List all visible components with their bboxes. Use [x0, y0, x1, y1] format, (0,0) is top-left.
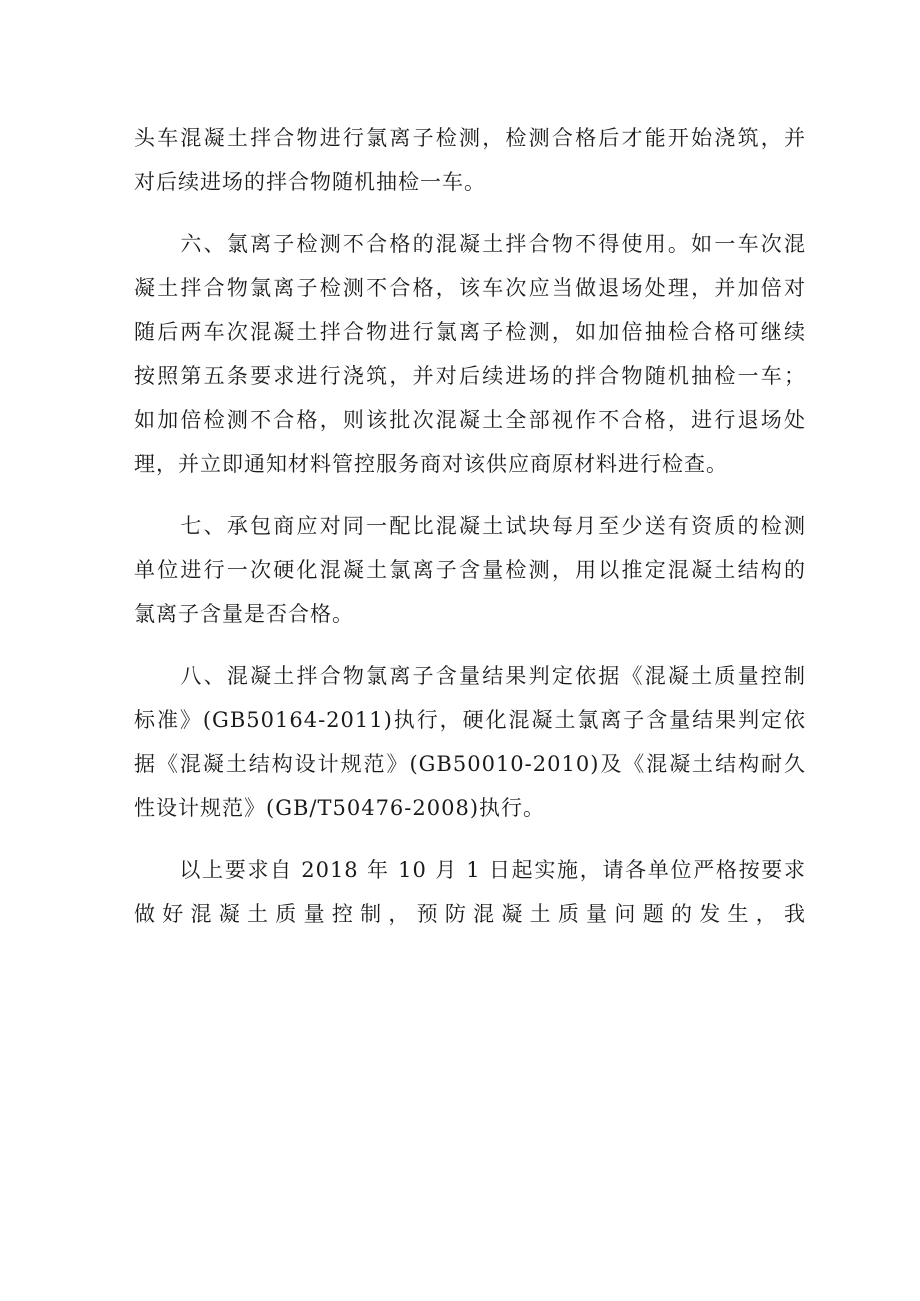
- text-line: 理，并立即通知材料管控服务商对该供应商原材料进行检查。: [134, 452, 728, 476]
- text-line: 性设计规范》(GB/T50476-2008)执行。: [134, 796, 546, 820]
- text-line: 按照第五条要求进行浇筑，并对后续进场的拌合物随机抽检一车；: [134, 364, 806, 388]
- text-line: 六、氯离子检测不合格的混凝土拌合物不得使用。如一车次混: [134, 232, 806, 256]
- text-line: 标准》(GB50164-2011)执行，硬化混凝土氯离子含量结果判定依: [134, 708, 806, 732]
- paragraph-item-7: [134, 504, 806, 636]
- text-line: 对后续进场的拌合物随机抽检一车。: [134, 170, 486, 194]
- text-line: 随后两车次混凝土拌合物进行氯离子检测，如加倍抽检合格可继续: [134, 320, 806, 344]
- text-line: 八、混凝土拌合物氯离子含量结果判定依据《混凝土质量控制: [134, 664, 806, 688]
- text-line: 氯离子含量是否合格。: [134, 602, 354, 626]
- paragraph-item-8: [134, 654, 806, 830]
- text-line: 做好混凝土质量控制，预防混凝土质量问题的发生，我: [134, 902, 806, 926]
- text-line: 头车混凝土拌合物进行氯离子检测，检测合格后才能开始浇筑，并: [134, 126, 806, 150]
- text-line: 以上要求自 2018 年 10 月 1 日起实施，请各单位严格按要求: [134, 858, 806, 882]
- text-line: 凝土拌合物氯离子检测不合格，该车次应当做退场处理，并加倍对: [134, 276, 806, 300]
- text-line: 据《混凝土结构设计规范》(GB50010-2010)及《混凝土结构耐久: [134, 752, 806, 776]
- paragraph-effective-date: [134, 848, 806, 936]
- text-line: 七、承包商应对同一配比混凝土试块每月至少送有资质的检测: [134, 514, 806, 538]
- document-body: [134, 116, 806, 954]
- text-line: 如加倍检测不合格，则该批次混凝土全部视作不合格，进行退场处: [134, 408, 806, 432]
- text-line: 单位进行一次硬化混凝土氯离子含量检测，用以推定混凝土结构的: [134, 558, 806, 582]
- paragraph-item-6: [134, 222, 806, 486]
- paragraph-continuation: [134, 116, 806, 204]
